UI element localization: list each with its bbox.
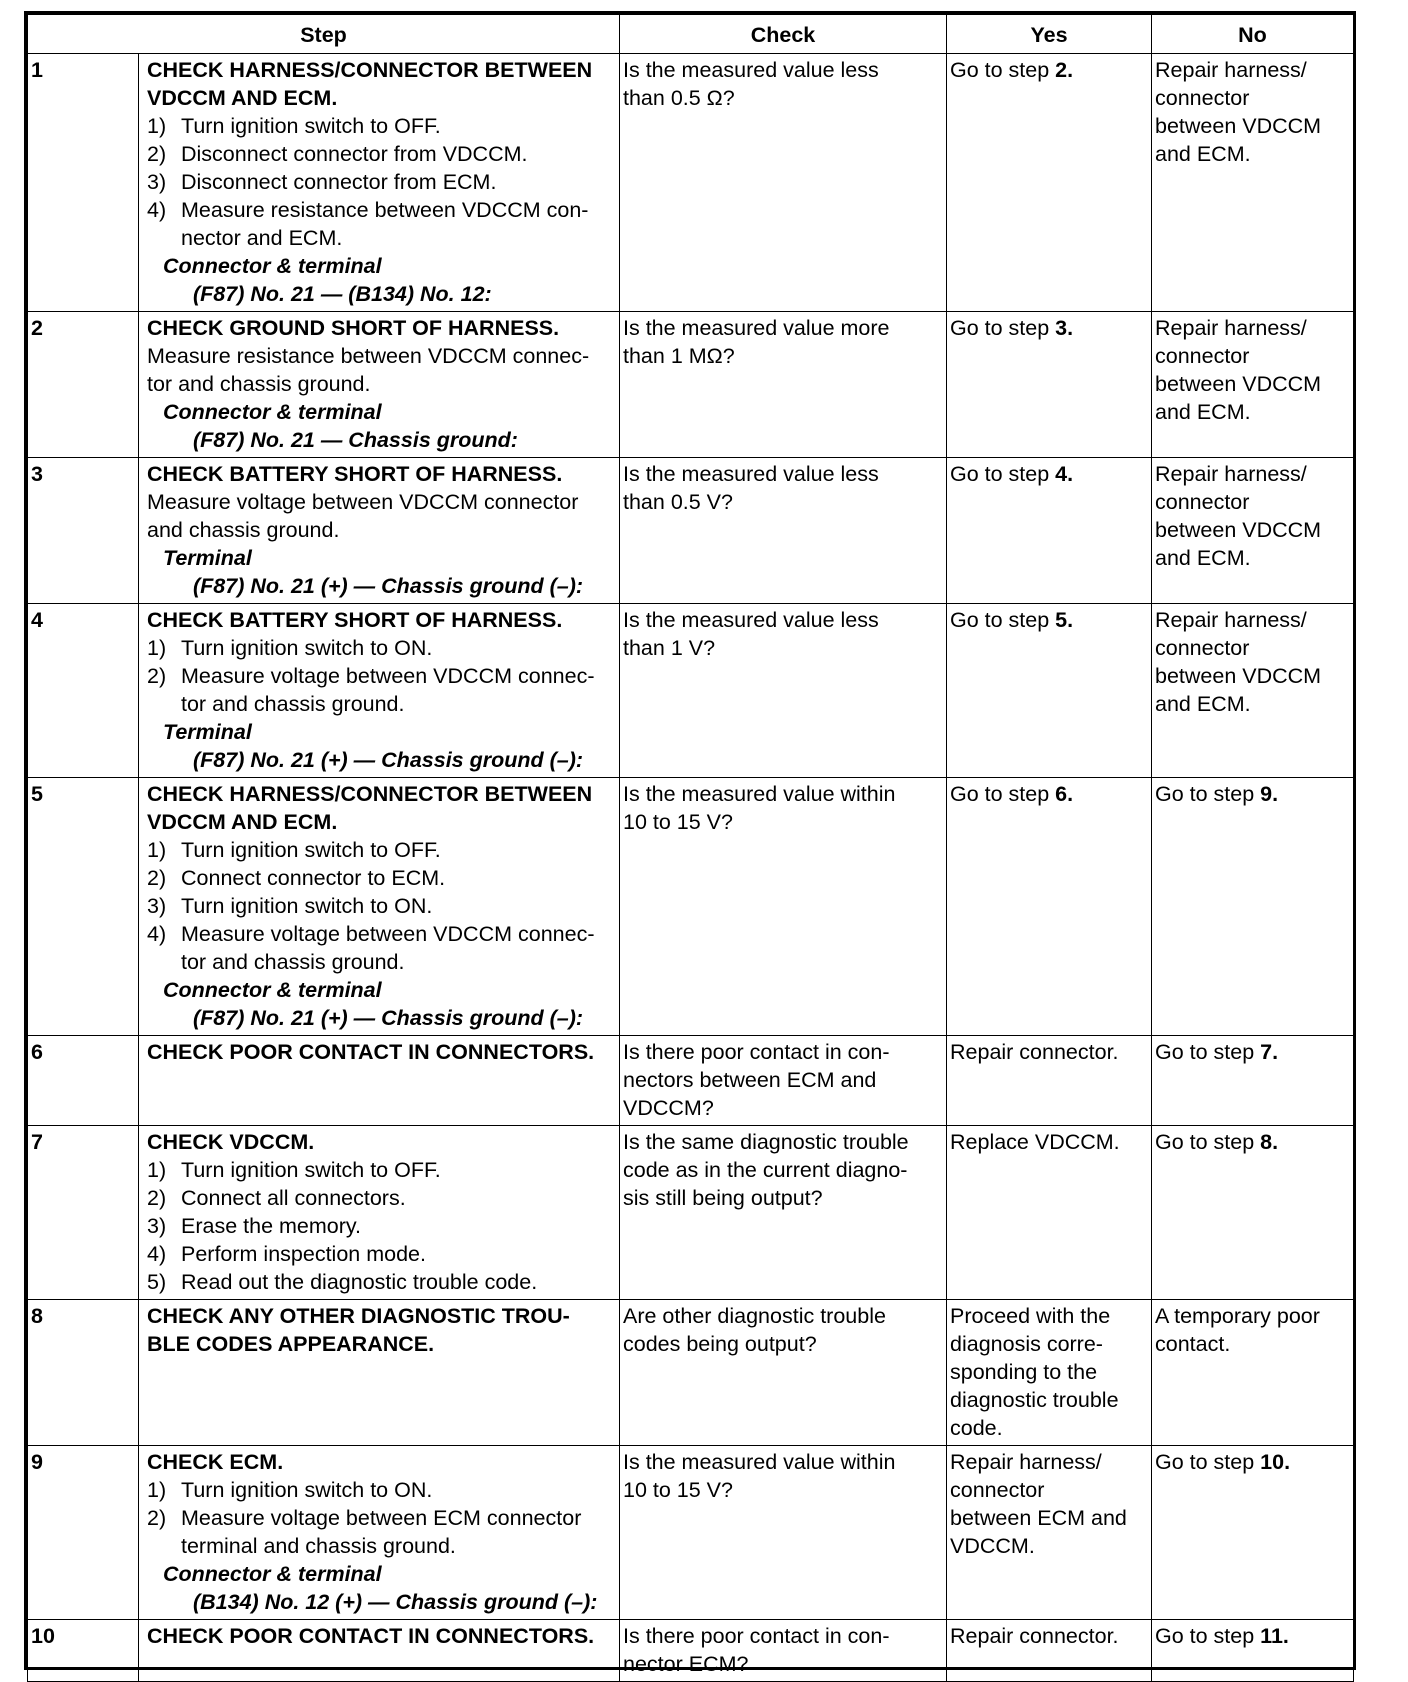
list-number: 2) [147,664,167,688]
no-action [1152,604,1354,778]
list-text: Measure voltage between VDCCM connec- [181,664,595,688]
no-action [1152,312,1354,458]
step-title: CHECK GROUND SHORT OF HARNESS. [147,316,560,340]
no-line [1155,544,1351,572]
yes-text: Go to step [950,608,1056,632]
table-row [28,1126,1354,1300]
no-text: Go to step [1155,1040,1261,1064]
connector-terminal: (B134) No. 12 (+) — Chassis ground (–): [193,1590,598,1614]
no-line [1155,112,1351,140]
check-line: than 1 MΩ? [623,344,735,368]
step-list-item [147,196,617,224]
no-line [1155,516,1351,544]
no-line [1155,314,1351,342]
step-list-item [147,634,617,662]
yes-text: Repair connector. [950,1624,1119,1648]
check-line: Is the measured value less [623,608,879,632]
yes-text: Go to step [950,782,1056,806]
yes-line [950,460,1149,488]
step-number: 7 [28,1126,139,1300]
no-line [1155,488,1351,516]
no-line [1155,1302,1351,1330]
step-title: CHECK BATTERY SHORT OF HARNESS. [147,608,563,632]
header-row [28,15,1354,54]
check-line: Is the measured value less [623,462,879,486]
no-text: between VDCCM [1155,114,1322,138]
no-step-ref: 9. [1260,782,1279,806]
connector-label: Connector & terminal [163,1562,382,1586]
check-line: Is the measured value more [623,316,890,340]
yes-line: diagnosis corre- [950,1332,1103,1356]
no-text: Repair harness/ [1155,608,1307,632]
list-text: Connect connector to ECM. [181,866,446,890]
list-text: Read out the diagnostic trouble code. [181,1270,538,1294]
check-line: codes being output? [623,1332,817,1356]
no-text: between VDCCM [1155,372,1322,396]
list-number: 4) [147,922,167,946]
check-question [620,1126,947,1300]
check-line: Is the measured value within [623,1450,896,1474]
check-line: Are other diagnostic trouble [623,1304,886,1328]
check-line: 10 to 15 V? [623,1478,733,1502]
list-number: 3) [147,1214,167,1238]
no-text: contact. [1155,1332,1231,1356]
check-line: sis still being output? [623,1186,823,1210]
step-list-item [147,1504,617,1532]
no-text: and ECM. [1155,142,1251,166]
list-number: 5) [147,1270,167,1294]
step-list-item [147,1532,617,1560]
no-line [1155,84,1351,112]
no-line [1155,1622,1351,1650]
table-body [28,54,1354,1682]
step-description [139,1620,620,1682]
yes-line [950,606,1149,634]
check-line: than 0.5 Ω? [623,86,735,110]
list-number [147,948,181,976]
step-title: CHECK POOR CONTACT IN CONNECTORS. [147,1624,595,1648]
no-text: and ECM. [1155,546,1251,570]
step-number: 4 [28,604,139,778]
list-number [147,1532,181,1560]
no-line [1155,460,1351,488]
list-number: 2) [147,1506,167,1530]
step-number: 10 [28,1620,139,1682]
check-line: than 0.5 V? [623,490,733,514]
header-no: No [1152,15,1354,54]
check-question [620,1300,947,1446]
step-title: CHECK ANY OTHER DIAGNOSTIC TROU- [147,1304,570,1328]
no-line [1155,1330,1351,1358]
header-yes: Yes [947,15,1152,54]
yes-action [947,778,1152,1036]
table-row [28,778,1354,1036]
list-text: nector and ECM. [181,226,343,250]
check-line: Is there poor contact in con- [623,1040,890,1064]
step-number: 8 [28,1300,139,1446]
list-text: Turn ignition switch to ON. [181,636,433,660]
no-action [1152,1446,1354,1620]
table-row [28,1446,1354,1620]
no-text: Go to step [1155,1450,1261,1474]
connector-label: Terminal [163,546,252,570]
check-line: than 1 V? [623,636,716,660]
connector-terminal: (F87) No. 21 — Chassis ground: [193,428,518,452]
check-line: code as in the current diagno- [623,1158,908,1182]
diagnostic-table [24,11,1356,1676]
yes-action [947,1620,1152,1682]
list-text: Turn ignition switch to OFF. [181,114,441,138]
list-number: 3) [147,894,167,918]
no-action [1152,1620,1354,1682]
no-line [1155,370,1351,398]
check-line: Is the measured value within [623,782,896,806]
connector-label: Connector & terminal [163,978,382,1002]
yes-step-ref: 4. [1055,462,1074,486]
table-row [28,604,1354,778]
diagnostic-steps-table [27,14,1354,1682]
step-list-item [147,140,617,168]
yes-line [950,1622,1149,1650]
no-text: Repair harness/ [1155,316,1307,340]
list-text: Disconnect connector from VDCCM. [181,142,528,166]
step-title: CHECK BATTERY SHORT OF HARNESS. [147,462,563,486]
yes-action [947,458,1152,604]
check-question [620,458,947,604]
no-line [1155,634,1351,662]
list-number [147,224,181,252]
list-text: tor and chassis ground. [181,692,405,716]
step-title: CHECK HARNESS/CONNECTOR BETWEEN [147,782,593,806]
step-list-item [147,836,617,864]
table-row [28,1036,1354,1126]
connector-terminal: (F87) No. 21 (+) — Chassis ground (–): [193,748,584,772]
no-text: connector [1155,636,1250,660]
connector-terminal: (F87) No. 21 (+) — Chassis ground (–): [193,574,584,598]
table-row [28,54,1354,312]
no-step-ref: 10. [1260,1450,1291,1474]
check-line: VDCCM? [623,1096,714,1120]
table-row [28,312,1354,458]
step-list-item [147,112,617,140]
no-text: connector [1155,490,1250,514]
no-text: connector [1155,344,1250,368]
connector-terminal: (F87) No. 21 — (B134) No. 12: [193,282,492,306]
step-list-item [147,690,617,718]
step-list-item [147,168,617,196]
no-line [1155,662,1351,690]
yes-line: connector [950,1478,1045,1502]
yes-text: Go to step [950,462,1056,486]
no-action [1152,458,1354,604]
no-line [1155,780,1351,808]
list-number: 4) [147,198,167,222]
list-text: Connect all connectors. [181,1186,406,1210]
step-title: CHECK ECM. [147,1450,284,1474]
step-description [139,312,620,458]
no-text: A temporary poor [1155,1304,1320,1328]
yes-action [947,54,1152,312]
check-question [620,1620,947,1682]
step-number: 6 [28,1036,139,1126]
check-question [620,604,947,778]
yes-action [947,312,1152,458]
no-line [1155,690,1351,718]
step-description [139,778,620,1036]
yes-step-ref: 3. [1055,316,1074,340]
no-action [1152,778,1354,1036]
yes-line [950,314,1149,342]
no-line [1155,606,1351,634]
connector-label: Connector & terminal [163,400,382,424]
step-text: and chassis ground. [147,518,340,542]
step-list-item [147,224,617,252]
list-text: Measure resistance between VDCCM con- [181,198,589,222]
no-step-ref: 8. [1260,1130,1279,1154]
list-number: 1) [147,636,167,660]
step-list-item [147,920,617,948]
no-line [1155,398,1351,426]
step-number: 5 [28,778,139,1036]
header-step: Step [28,15,620,54]
yes-line [950,780,1149,808]
step-number: 1 [28,54,139,312]
connector-label: Terminal [163,720,252,744]
yes-line: Proceed with the [950,1304,1111,1328]
step-list-item [147,1268,617,1296]
no-line [1155,1128,1351,1156]
step-list-item [147,1184,617,1212]
step-description [139,1300,620,1446]
step-list-item [147,864,617,892]
check-line: Is there poor contact in con- [623,1624,890,1648]
check-line: Is the measured value less [623,58,879,82]
step-text: tor and chassis ground. [147,372,371,396]
yes-line [950,1128,1149,1156]
no-text: and ECM. [1155,692,1251,716]
no-text: Go to step [1155,782,1261,806]
no-text: Go to step [1155,1130,1261,1154]
list-number: 1) [147,1478,167,1502]
step-title: VDCCM AND ECM. [147,810,338,834]
list-number [147,690,181,718]
list-text: Turn ignition switch to OFF. [181,1158,441,1182]
yes-step-ref: 5. [1055,608,1074,632]
list-number: 1) [147,1158,167,1182]
step-description [139,1126,620,1300]
check-question [620,54,947,312]
step-list-item [147,662,617,690]
yes-step-ref: 6. [1055,782,1074,806]
step-title: CHECK HARNESS/CONNECTOR BETWEEN [147,58,593,82]
no-line [1155,140,1351,168]
no-line [1155,342,1351,370]
list-text: Erase the memory. [181,1214,362,1238]
list-number: 1) [147,838,167,862]
list-number: 1) [147,114,167,138]
no-line [1155,1038,1351,1066]
yes-line: Repair harness/ [950,1450,1102,1474]
step-text: Measure voltage between VDCCM connector [147,490,579,514]
yes-line: diagnostic trouble [950,1388,1119,1412]
step-description [139,458,620,604]
list-text: Measure voltage between ECM connector [181,1506,582,1530]
no-line [1155,1448,1351,1476]
step-text: Measure resistance between VDCCM connec- [147,344,590,368]
step-description [139,54,620,312]
yes-line: between ECM and [950,1506,1127,1530]
step-list-item [147,1156,617,1184]
list-text: Turn ignition switch to OFF. [181,838,441,862]
step-list-item [147,892,617,920]
list-number: 4) [147,1242,167,1266]
list-number: 3) [147,170,167,194]
step-description [139,604,620,778]
yes-text: Go to step [950,58,1056,82]
step-list-item [147,1476,617,1504]
yes-text: Go to step [950,316,1056,340]
list-text: Perform inspection mode. [181,1242,426,1266]
yes-action [947,1126,1152,1300]
step-title: CHECK VDCCM. [147,1130,315,1154]
connector-terminal: (F87) No. 21 (+) — Chassis ground (–): [193,1006,584,1030]
list-number: 2) [147,1186,167,1210]
header-check: Check [620,15,947,54]
no-text: Repair harness/ [1155,462,1307,486]
step-description [139,1446,620,1620]
step-list-item [147,948,617,976]
step-number: 9 [28,1446,139,1620]
list-text: Disconnect connector from ECM. [181,170,497,194]
step-number: 3 [28,458,139,604]
step-title: VDCCM AND ECM. [147,86,338,110]
yes-line: sponding to the [950,1360,1098,1384]
no-action [1152,1300,1354,1446]
yes-line [950,56,1149,84]
no-text: Go to step [1155,1624,1261,1648]
no-step-ref: 7. [1260,1040,1279,1064]
table-row [28,1300,1354,1446]
step-title: CHECK POOR CONTACT IN CONNECTORS. [147,1040,595,1064]
check-line: nectors between ECM and [623,1068,877,1092]
table-row [28,1620,1354,1682]
step-list-item [147,1240,617,1268]
list-number: 2) [147,142,167,166]
no-text: between VDCCM [1155,664,1322,688]
list-text: Measure voltage between VDCCM connec- [181,922,595,946]
connector-label: Connector & terminal [163,254,382,278]
check-question [620,1036,947,1126]
step-title: BLE CODES APPEARANCE. [147,1332,435,1356]
no-action [1152,1126,1354,1300]
step-description [139,1036,620,1126]
no-text: between VDCCM [1155,518,1322,542]
yes-action [947,1036,1152,1126]
check-line: nector ECM? [623,1652,749,1676]
table-row [28,458,1354,604]
yes-action [947,604,1152,778]
no-text: Repair harness/ [1155,58,1307,82]
no-line [1155,56,1351,84]
yes-step-ref: 2. [1055,58,1074,82]
yes-line [950,1038,1149,1066]
no-action [1152,54,1354,312]
yes-line: code. [950,1416,1003,1440]
no-step-ref: 11. [1260,1624,1289,1648]
check-line: 10 to 15 V? [623,810,733,834]
list-number: 2) [147,866,167,890]
yes-text: Repair connector. [950,1040,1119,1064]
list-text: tor and chassis ground. [181,950,405,974]
no-text: and ECM. [1155,400,1251,424]
no-action [1152,1036,1354,1126]
list-text: Turn ignition switch to ON. [181,894,433,918]
step-number: 2 [28,312,139,458]
check-question [620,312,947,458]
check-question [620,1446,947,1620]
check-question [620,778,947,1036]
list-text: terminal and chassis ground. [181,1534,456,1558]
yes-line: VDCCM. [950,1534,1035,1558]
no-text: connector [1155,86,1250,110]
yes-text: Replace VDCCM. [950,1130,1120,1154]
yes-action [947,1446,1152,1620]
yes-action [947,1300,1152,1446]
check-line: Is the same diagnostic trouble [623,1130,909,1154]
step-list-item [147,1212,617,1240]
list-text: Turn ignition switch to ON. [181,1478,433,1502]
